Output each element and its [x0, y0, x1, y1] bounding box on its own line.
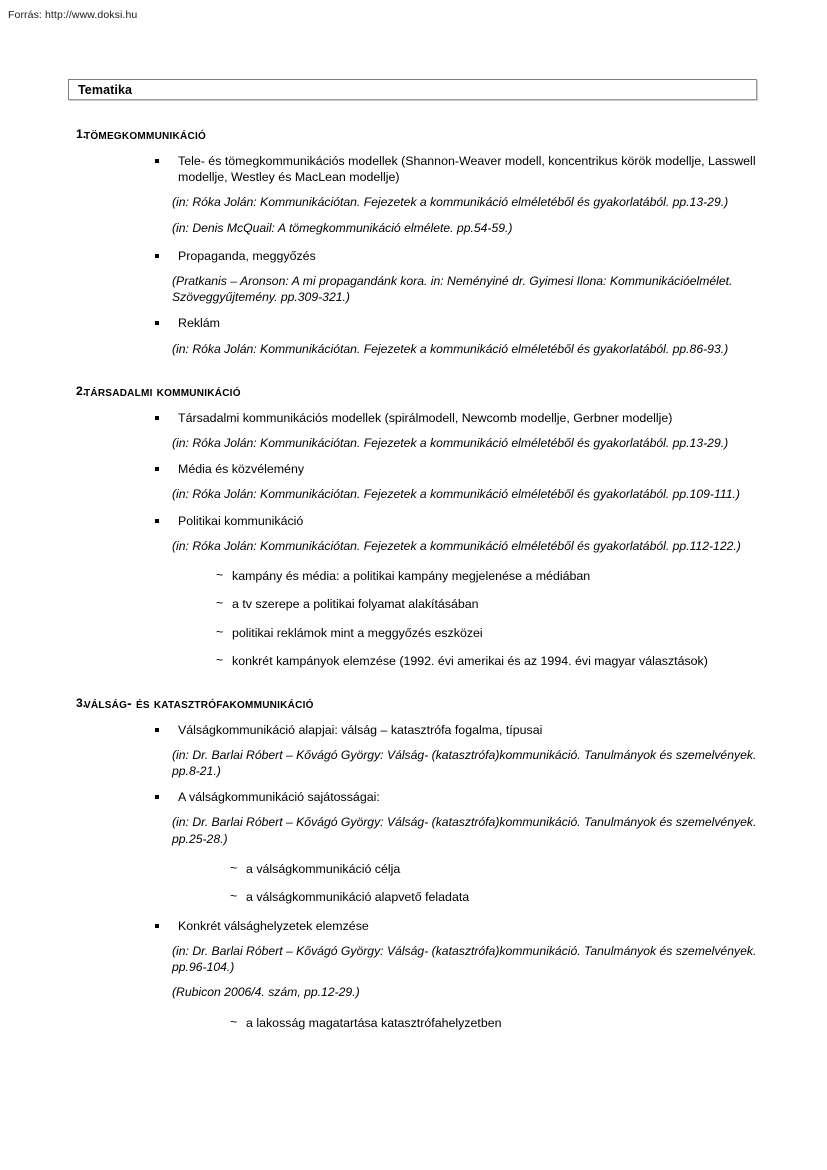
sub-list-item: ~ a válságkommunikáció célja — [0, 861, 827, 877]
source-url-label: Forrás: http://www.doksi.hu — [8, 9, 138, 21]
sub-list-item: ~ a lakosság magatartása katasztrófahelyzetben — [0, 1015, 827, 1031]
section-tarsadalmi-kommunikacio — [0, 384, 827, 670]
section-title: válság- és katasztrófakommunikáció — [84, 695, 314, 711]
citation: (in: Róka Jolán: Kommunikációtan. Fejezetek a kommunikáció elméletéből és gyakorlatából. pp.86-93.) — [172, 341, 729, 356]
sub-list-item: ~ a válságkommunikáció alapvető feladata — [0, 889, 827, 905]
list-item: Válságkommunikáció alapjai: válság – katasztrófa fogalma, típusai — [0, 722, 827, 738]
citation: (in: Dr. Barlai Róbert – Kővágó György: Válság- (katasztrófa)kommunikáció. Tanulmányok és szemelvények. pp.8-21.) — [172, 747, 757, 779]
list-item: A válságkommunikáció sajátosságai: — [0, 789, 827, 805]
section-number: 1. — [76, 127, 87, 141]
list-item: Politikai kommunikáció — [0, 513, 827, 529]
citation: (in: Denis McQuail: A tömegkommunikáció elmélete. pp.54-59.) — [172, 220, 513, 235]
sub-list-item: ~ politikai reklámok mint a meggyőzés eszközei — [0, 625, 827, 641]
section-heading-1 — [0, 127, 827, 144]
list-item: Reklám — [0, 315, 827, 331]
citation: (Rubicon 2006/4. szám, pp.12-29.) — [172, 985, 360, 1000]
citation: (in: Róka Jolán: Kommunikációtan. Fejezetek a kommunikáció elméletéből és gyakorlatából. pp.13-29.) — [172, 195, 729, 210]
citation: (in: Dr. Barlai Róbert – Kővágó György: Válság- (katasztrófa)kommunikáció. Tanulmányok és szemelvények. pp.25-28.) — [172, 815, 757, 846]
section-title: tömegkommunikáció — [84, 127, 207, 142]
title-box — [68, 79, 757, 100]
sub-list-item: ~ konkrét kampányok elemzése (1992. évi amerikai és az 1994. évi magyar választások) — [0, 653, 827, 669]
page-title: Tematika — [78, 83, 133, 97]
section-heading-2 — [0, 384, 827, 401]
list-item: Propaganda, meggyőzés — [0, 248, 827, 264]
citation: (in: Róka Jolán: Kommunikációtan. Fejezetek a kommunikáció elméletéből és gyakorlatából. pp.13-29.) — [172, 436, 729, 451]
section-number: 2. — [76, 383, 87, 398]
section-valsag-es-katasztrofakommunikacio — [0, 696, 827, 1031]
list-item: Konkrét válsághelyzetek elemzése — [0, 918, 827, 934]
citation: (in: Róka Jolán: Kommunikációtan. Fejezetek a kommunikáció elméletéből és gyakorlatából. pp.109-111.) — [172, 487, 740, 502]
citation: (in: Dr. Barlai Róbert – Kővágó György: Válság- (katasztrófa)kommunikáció. Tanulmányok és szemelvények. pp.96-104.) — [172, 943, 757, 975]
document-content — [0, 127, 827, 1031]
list-item: Média és közvélemény — [0, 461, 827, 477]
section-tomegkommunikacio — [0, 127, 827, 357]
citation: (in: Róka Jolán: Kommunikációtan. Fejezetek a kommunikáció elméletéből és gyakorlatából. pp.112-122.) — [172, 538, 741, 553]
list-item: Társadalmi kommunikációs modellek (spirálmodell, Newcomb modellje, Gerbner modellje) — [0, 410, 827, 426]
sub-list-item: ~ a tv szerepe a politikai folyamat alakításában — [0, 596, 827, 612]
section-heading-3 — [0, 696, 827, 713]
citation: (Pratkanis – Aronson: A mi propagandánk kora. in: Neményiné dr. Gyimesi Ilona: Kommunikációelmélet. Szöveggyűjtemény. pp.309-321.) — [172, 274, 733, 305]
section-title: társadalmi kommunikáció — [84, 383, 241, 399]
section-number: 3. — [76, 695, 87, 710]
list-item: Tele- és tömegkommunikációs modellek (Shannon-Weaver modell, koncentrikus körök modellje, Lasswell modellje, Westley és MacLean modellje) — [0, 153, 827, 185]
sub-list-item: ~ kampány és média: a politikai kampány megjelenése a médiában — [0, 568, 827, 584]
